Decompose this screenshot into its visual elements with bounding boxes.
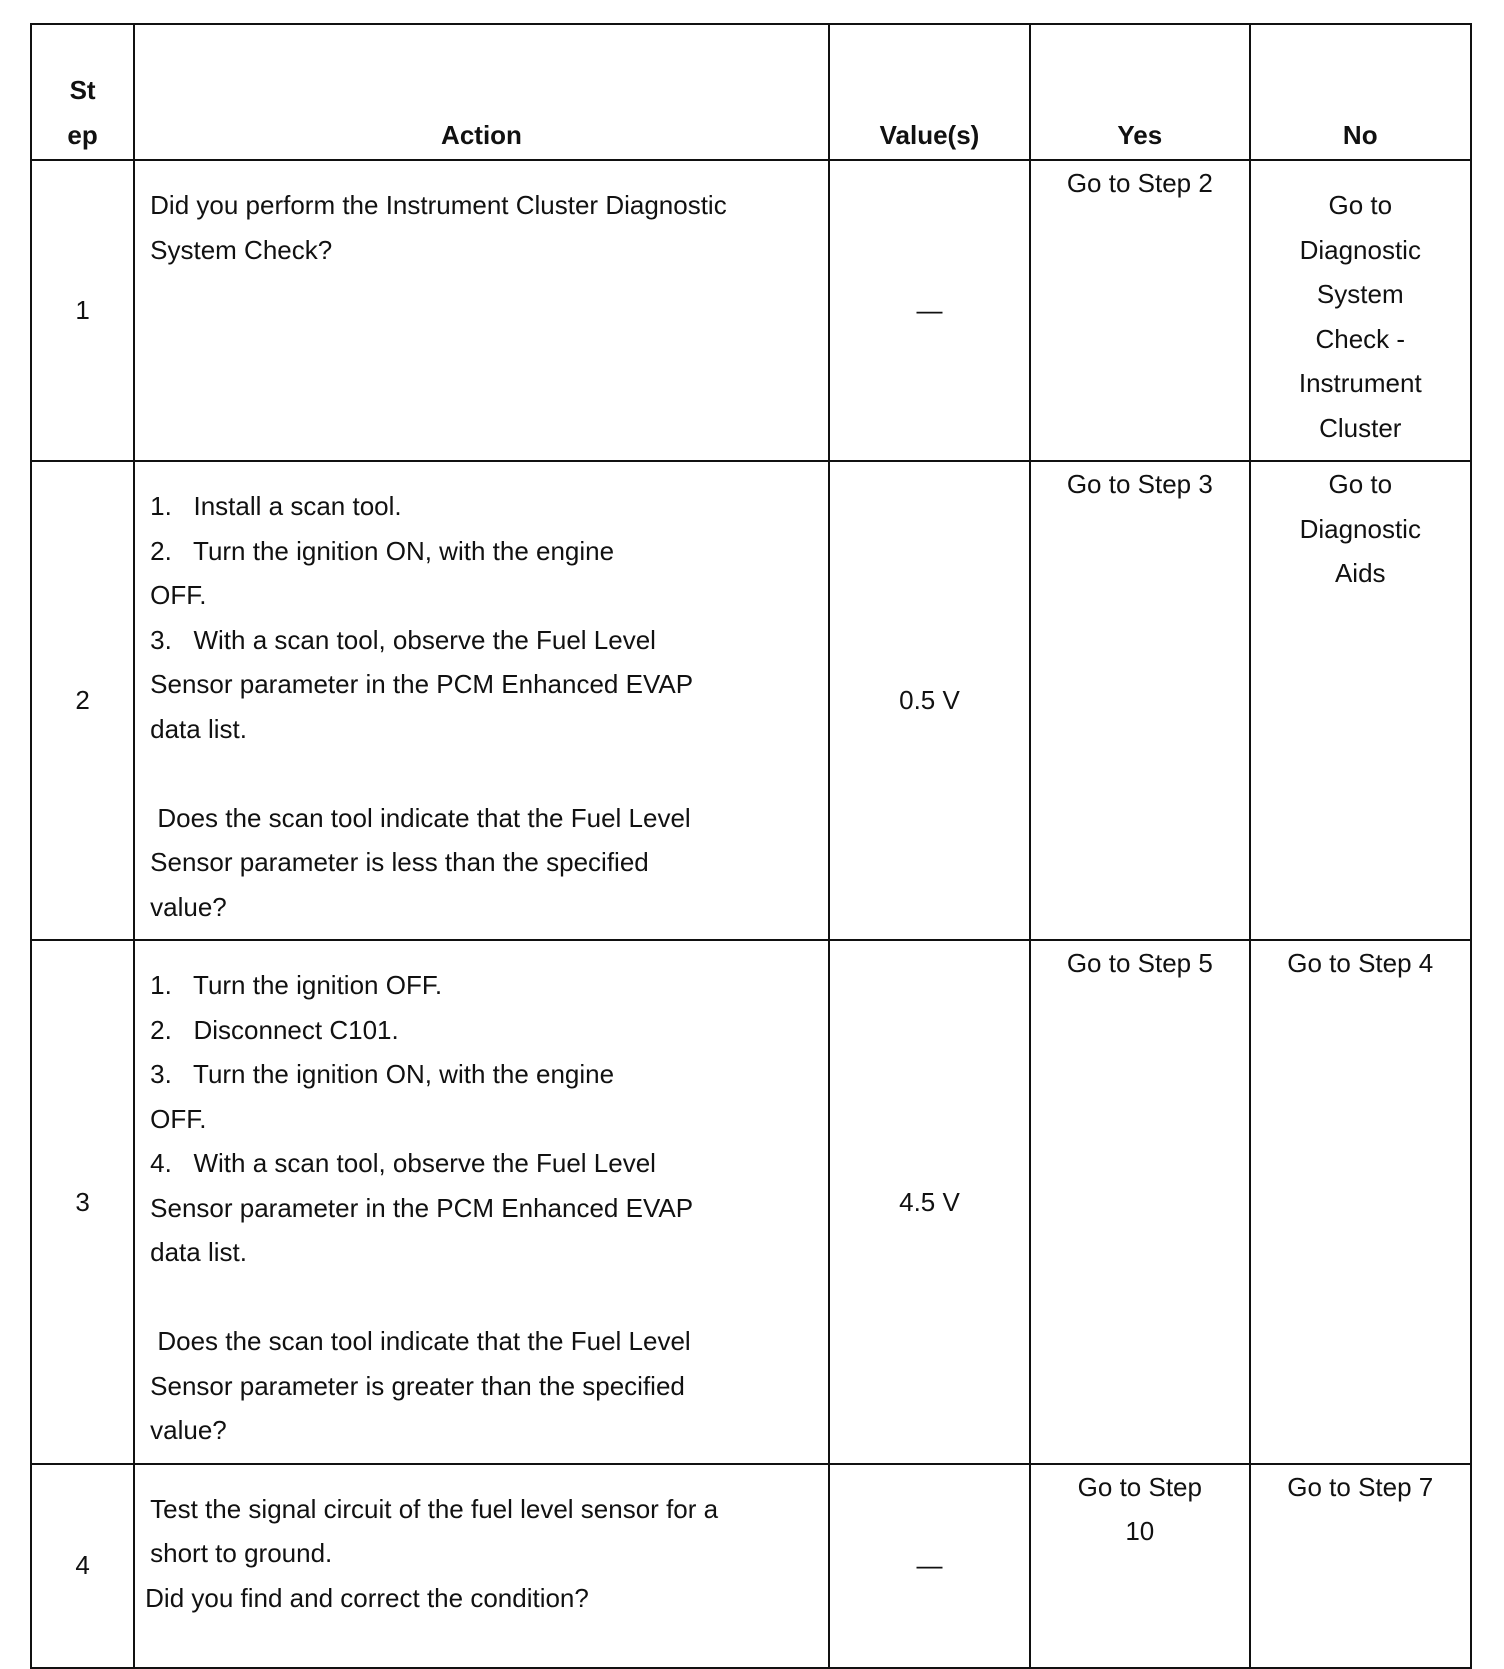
header-row xyxy=(31,24,1471,160)
yes-link[interactable]: Go to Step 3 xyxy=(1066,469,1213,499)
header-action: Action xyxy=(134,24,829,160)
table-row xyxy=(31,160,1471,461)
action-line: OFF. xyxy=(150,580,207,610)
action-line: Sensor parameter is less than the specified xyxy=(150,847,649,877)
yes-link[interactable]: Go to Step 5 xyxy=(1066,948,1213,978)
blank-line xyxy=(150,751,816,796)
action-line: Did you perform the Instrument Cluster Diagnostic xyxy=(150,190,727,220)
no-link[interactable]: Go to Step 7 xyxy=(1287,1471,1434,1502)
step-number: 2 xyxy=(31,461,134,940)
no-line: Go to xyxy=(1328,190,1393,220)
no-link[interactable] xyxy=(1251,161,1470,460)
action-line: 3. With a scan tool, observe the Fuel Level xyxy=(150,624,656,655)
action-line: Does the scan tool indicate that the Fuel Level xyxy=(150,802,691,833)
no-line: Instrument xyxy=(1298,368,1422,398)
diagnostic-table xyxy=(30,23,1472,1669)
yes-cell xyxy=(1030,160,1249,461)
action-line: Does the scan tool indicate that the Fuel Level xyxy=(150,1326,691,1356)
step-number: 3 xyxy=(31,940,134,1464)
no-link[interactable]: Go to Step 4 xyxy=(1287,948,1434,978)
action-line: Did you find and correct the condition? xyxy=(145,1582,589,1613)
action-line: Sensor parameter in the PCM Enhanced EVAP xyxy=(150,669,694,699)
yes-cell xyxy=(1030,461,1249,940)
action-line: 2. Disconnect C101. xyxy=(150,1014,399,1045)
action-line: value? xyxy=(150,891,227,922)
step-number: 1 xyxy=(31,160,134,461)
no-cell xyxy=(1250,1464,1471,1668)
no-cell xyxy=(1250,940,1471,1464)
header-step-line-2: ep xyxy=(67,119,98,150)
action-line: 1. Turn the ignition OFF. xyxy=(150,970,443,1000)
action-line: 3. Turn the ignition ON, with the engine xyxy=(150,1059,615,1089)
no-line: Diagnostic xyxy=(1299,234,1421,265)
action-line: 4. With a scan tool, observe the Fuel Level xyxy=(150,1148,656,1178)
table-row xyxy=(31,940,1471,1464)
value-cell: 0.5 V xyxy=(829,461,1030,940)
no-line: Go to xyxy=(1328,469,1393,499)
action-line: Sensor parameter in the PCM Enhanced EVAP xyxy=(150,1192,694,1223)
yes-link[interactable]: Go to Step 2 xyxy=(1066,168,1213,198)
no-cell xyxy=(1250,461,1471,940)
header-step xyxy=(31,24,134,160)
header-step-line-1: St xyxy=(69,75,96,105)
no-line: Cluster xyxy=(1319,412,1402,443)
no-line: Diagnostic xyxy=(1299,513,1421,544)
action-cell xyxy=(134,461,829,940)
no-line: Aids xyxy=(1334,558,1386,588)
yes-line: Go to Step xyxy=(1077,1471,1202,1502)
action-line: data list. xyxy=(150,713,247,744)
no-line: Check - xyxy=(1315,323,1406,354)
action-line: OFF. xyxy=(150,1103,207,1134)
value-cell: — xyxy=(829,160,1030,461)
action-cell xyxy=(134,160,829,461)
yes-cell xyxy=(1030,940,1249,1464)
action-line: Sensor parameter is greater than the specified xyxy=(150,1370,685,1401)
no-link[interactable] xyxy=(1251,462,1470,606)
action-cell xyxy=(134,1464,829,1668)
action-line: 1. Install a scan tool. xyxy=(150,491,402,521)
action-line: Test the signal circuit of the fuel level sensor for a xyxy=(150,1493,719,1524)
value-cell: — xyxy=(829,1464,1030,1668)
header-yes: Yes xyxy=(1030,24,1249,160)
table-row xyxy=(31,461,1471,940)
blank-line xyxy=(150,1275,816,1320)
no-cell xyxy=(1250,160,1471,461)
no-line: System xyxy=(1316,279,1404,309)
yes-link[interactable] xyxy=(1031,1465,1248,1564)
action-line: short to ground. xyxy=(150,1538,333,1568)
header-no: No xyxy=(1250,24,1471,160)
action-line: value? xyxy=(150,1415,227,1445)
table-row xyxy=(31,1464,1471,1668)
header-values: Value(s) xyxy=(829,24,1030,160)
action-line: System Check? xyxy=(150,234,333,265)
yes-line: 10 xyxy=(1125,1516,1155,1546)
step-number: 4 xyxy=(31,1464,134,1668)
yes-cell xyxy=(1030,1464,1249,1668)
value-cell: 4.5 V xyxy=(829,940,1030,1464)
action-line: 2. Turn the ignition ON, with the engine xyxy=(150,535,615,566)
action-line: data list. xyxy=(150,1237,247,1267)
action-cell xyxy=(134,940,829,1464)
